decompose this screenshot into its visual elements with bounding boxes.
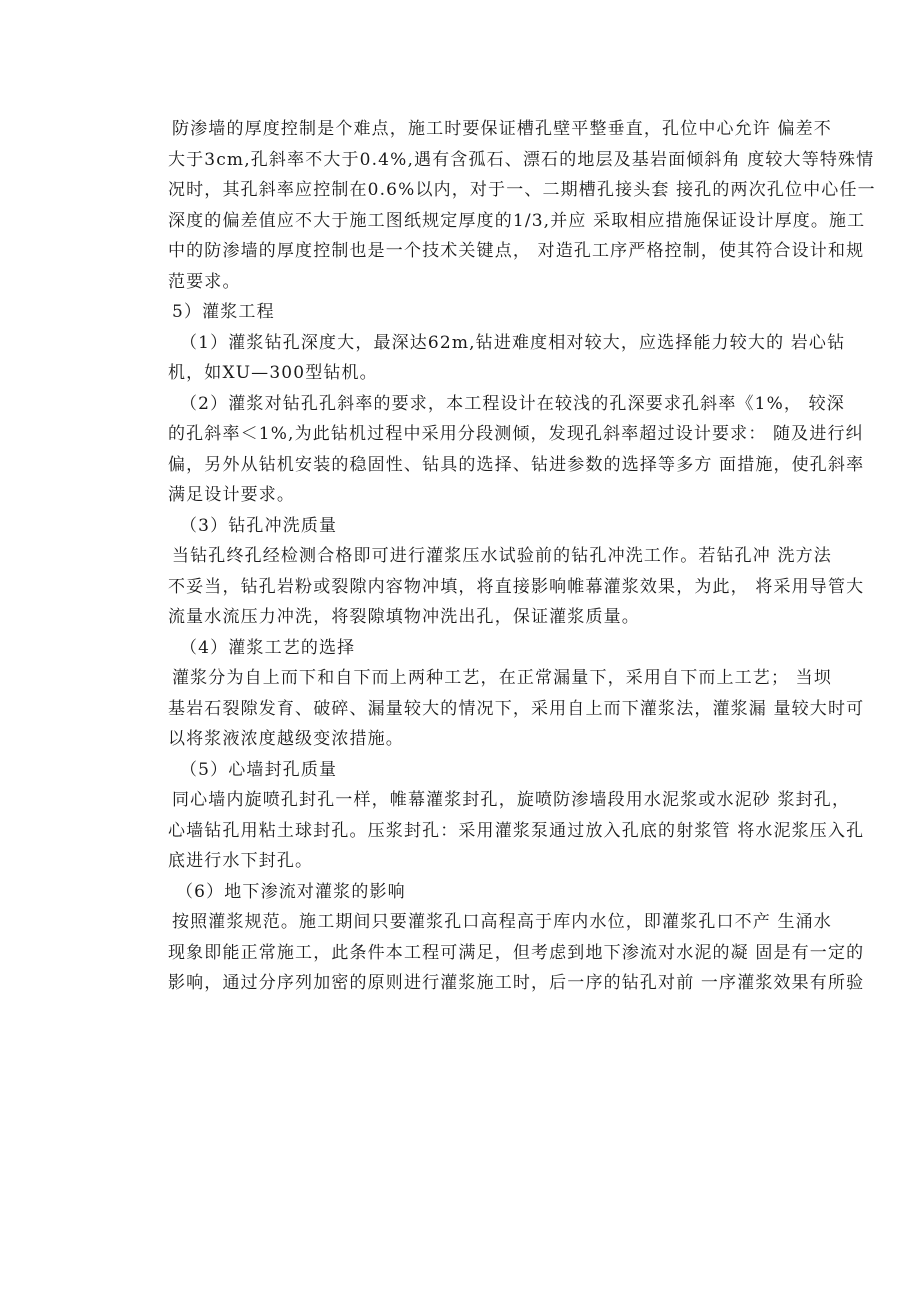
section-heading (172, 877, 790, 908)
text-line: （2）灌浆对钻孔孔斜率的要求，本工程设计在较浅的孔深要求孔斜率《1%， 较深 (180, 393, 845, 414)
section-heading (172, 755, 790, 786)
text-line: 心墙钻孔用粘土球封孔。压浆封孔：采用灌浆泵通过放入孔底的射浆管 将水泥浆压入孔 (168, 820, 865, 841)
text-line: 的孔斜率＜1%,为此钻机过程中采用分段测倾，发现孔斜率超过设计要求： 随及进行纠 (168, 424, 864, 444)
text-line: （4）灌浆工艺的选择 (180, 637, 356, 658)
paragraph (168, 907, 865, 999)
text-line: （1）灌浆钻孔深度大，最深达62m,钻进难度相对较大，应选择能力较大的 岩心钻 (180, 332, 846, 353)
text-line: 大于3cm,孔斜率不大于0.4%,遇有含孤石、漂石的地层及基岩面倾斜角 度较大等特殊情 (168, 149, 875, 170)
text-line: 同心墙内旋喷孔封孔一样，帷幕灌浆封孔，旋喷防渗墙段用水泥浆或水泥砂 浆封孔， (172, 790, 851, 810)
paragraph (168, 785, 865, 877)
paragraph (168, 114, 876, 297)
paragraph (168, 328, 846, 389)
text-line: 底进行水下封孔。 (168, 851, 314, 871)
text-line: 流量水流压力冲洗，将裂隙填物冲洗出孔，保证灌浆质量。 (168, 607, 640, 627)
section-heading (172, 297, 790, 328)
text-line: 5）灌浆工程 (172, 302, 275, 322)
text-line: （6）地下渗流对灌浆的影响 (176, 881, 406, 902)
document-body (168, 114, 876, 999)
text-line: 偏，另外从钻机安装的稳固性、钻具的选择、钻进参数的选择等多方 面措施，使孔斜率 (168, 454, 865, 475)
text-line: 深度的偏差值应不大于施工图纸规定厚度的1/3,并应 采取相应措施保证设计厚度。施工 (168, 210, 866, 231)
text-line: 况时，其孔斜率应控制在0.6%以内，对于一、二期槽孔接头套 接孔的两次孔位中心任一 (168, 180, 876, 200)
paragraph (168, 389, 865, 511)
text-line: 现象即能正常施工，此条件本工程可满足，但考虑到地下渗流对水泥的凝 固是有一定的 (168, 942, 865, 963)
text-line: （3）钻孔冲洗质量 (180, 515, 338, 536)
text-line: 灌浆分为自上而下和自下而上两种工艺，在正常漏量下，采用自下而上工艺； 当坝 (172, 668, 832, 688)
text-line: 机，如XU—300型钻机。 (168, 363, 378, 383)
paragraph (168, 541, 865, 633)
text-line: 按照灌浆规范。施工期间只要灌浆孔口高程高于库内水位，即灌浆孔口不产 生涌水 (172, 912, 832, 932)
text-line: （5）心墙封孔质量 (180, 759, 338, 780)
text-line: 中的防渗墙的厚度控制也是一个技术关键点， 对造孔工序严格控制，使其符合设计和规 (168, 241, 865, 261)
section-heading (172, 511, 790, 542)
text-line: 影响，通过分序列加密的原则进行灌浆施工时，后一序的钻孔对前 一序灌浆效果有所验 (168, 973, 865, 993)
text-line: 范要求。 (168, 271, 241, 292)
text-line: 不妥当，钻孔岩粉或裂隙内容物冲填，将直接影响帷幕灌浆效果，为此， 将采用导管大 (168, 576, 865, 597)
text-line: 以将浆液浓度越级变浓措施。 (168, 729, 404, 749)
text-line: 防渗墙的厚度控制是个难点，施工时要保证槽孔壁平整垂直，孔位中心允许 偏差不 (172, 119, 832, 139)
text-line: 当钻孔终孔经检测合格即可进行灌浆压水试验前的钻孔冲洗工作。若钻孔冲 洗方法 (172, 546, 832, 566)
text-line: 满足设计要求。 (168, 485, 296, 505)
paragraph (168, 663, 865, 755)
section-heading (172, 633, 790, 664)
text-line: 基岩石裂隙发育、破碎、漏量较大的情况下，采用自上而下灌浆法，灌浆漏 量较大时可 (168, 698, 865, 719)
